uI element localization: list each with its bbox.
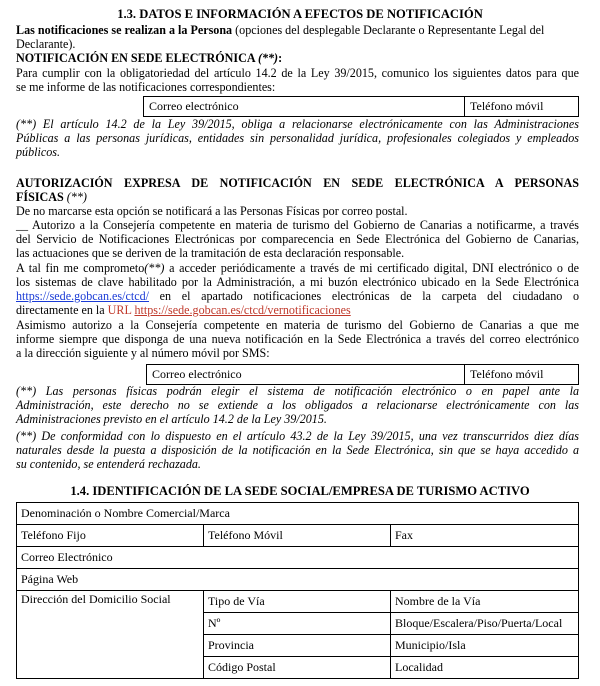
auth-text-5: A tal fin me comprometo(**) a acceder periódicamente a través de mi certificado digital, DNI electrónico o de [16, 261, 579, 275]
note-3-l2: naturales desde la puesta a disposición de la notificación en la Sede Electrónica, sin que se haya accedido a [16, 443, 579, 457]
codigo-postal-field[interactable]: Código Postal [204, 657, 391, 679]
sede-link[interactable]: https://sede.gobcan.es/ctcd/ [16, 289, 149, 303]
auth-email-field[interactable]: Correo electrónico [147, 365, 465, 385]
sede-email-field[interactable]: Correo electrónico [144, 97, 465, 117]
auth-text-4: las actuaciones que se deriven de la tramitación de esta declaración responsable. [16, 246, 405, 260]
fax-field[interactable]: Fax [391, 525, 579, 547]
note-3-l1: (**) De conformidad con lo dispuesto en el artículo 43.2 de la Ley 39/2015, una vez transcurridos diez días [16, 429, 579, 443]
note-3-l3: su contenido, se entenderá rechazada. [16, 457, 201, 471]
company-table [16, 502, 579, 679]
auth-text-6: los sistemas de clave habilitado por la Administración, a mi buzón electrónico ubicado en la Sede Electrónica [16, 275, 579, 289]
denominacion-field[interactable]: Denominación o Nombre Comercial/Marca [17, 503, 579, 525]
web-field[interactable]: Página Web [17, 569, 579, 591]
note-2-l2: Administración, este derecho no se extiende a los obligados a relacionarse electrónicamente con las [16, 398, 579, 412]
auth-text-11: a la dirección siguiente y al número móvil por SMS: [16, 346, 270, 360]
nombre-via-field[interactable]: Nombre de la Vía [391, 591, 579, 613]
auth-text-3: del Servicio de Notificaciones Electrónicas por comparecencia en Sede Electrónica del Gobierno de Canarias, [16, 232, 579, 246]
note-1-l1: (**) El artículo 14.2 de la Ley 39/2015, obliga a relacionarse electrónicamente con las Administraciones [16, 117, 579, 131]
auth-text-1: De no marcarse esta opción se notificará a las Personas Físicas por correo postal. [16, 204, 408, 218]
auth-heading-cont: FÍSICAS (**) [16, 190, 87, 204]
auth-text-8: directamente en la URL https://sede.gobcan.es/ctcd/vernotificaciones [16, 303, 351, 317]
domicilio-label: Dirección del Domicilio Social [17, 591, 204, 679]
note-1-l2: Públicas a las personas jurídicas, entidades sin personalidad jurídica, profesionales colegiados y empleados [16, 131, 579, 145]
auth-text-10: informe siempre que disponga de una nueva notificación en la Sede Electrónica a través del correo electrónico [16, 332, 579, 346]
numero-field[interactable]: Nº [204, 613, 391, 635]
notification-intro: Las notificaciones se realizan a la Persona (opciones del desplegable Declarante o Representante Legal del [16, 23, 545, 37]
note-2-l3: Administraciones previsto en el artículo 14.2 de la Ley 39/2015. [16, 412, 327, 426]
section-1-3-heading: 1.3. DATOS E INFORMACIÓN A EFECTOS DE NOTIFICACIÓN [117, 7, 483, 21]
note-1-l3: públicos. [16, 145, 61, 159]
bloque-field[interactable]: Bloque/Escalera/Piso/Puerta/Local [391, 613, 579, 635]
provincia-field[interactable]: Provincia [204, 635, 391, 657]
auth-heading: AUTORIZACIÓN EXPRESA DE NOTIFICACIÓN EN SEDE ELECTRÓNICA A PERSONAS [16, 176, 579, 190]
notifications-link[interactable]: https://sede.gobcan.es/ctcd/vernotificaciones [134, 303, 351, 317]
localidad-field[interactable]: Localidad [391, 657, 579, 679]
sede-heading: NOTIFICACIÓN EN SEDE ELECTRÓNICA (**): [16, 51, 283, 65]
correo-field[interactable]: Correo Electrónico [17, 547, 579, 569]
note-2-l1: (**) Las personas físicas podrán elegir el sistema de notificación electrónico o en papel ante la [16, 384, 579, 398]
notification-intro-cont: Declarante). [16, 37, 76, 51]
auth-contact-table [146, 364, 579, 385]
telefono-movil-field[interactable]: Teléfono Móvil [204, 525, 391, 547]
auth-phone-field[interactable]: Teléfono móvil [465, 365, 579, 385]
telefono-fijo-field[interactable]: Teléfono Fijo [17, 525, 204, 547]
sede-text-l2: se me informe de las notificaciones correspondientes: [16, 80, 276, 94]
auth-text-9: Asimismo autorizo a la Consejería competente en materia de turismo del Gobierno de Canarias a que me [16, 318, 579, 332]
sede-text-l1: Para cumplir con la obligatoriedad del artículo 14.2 de la Ley 39/2015, comunico los siguientes datos para que [16, 66, 579, 80]
section-1-4-heading: 1.4. IDENTIFICACIÓN DE LA SEDE SOCIAL/EMPRESA DE TURISMO ACTIVO [70, 484, 530, 498]
tipo-via-field[interactable]: Tipo de Vía [204, 591, 391, 613]
sede-phone-field[interactable]: Teléfono móvil [465, 97, 579, 117]
sede-contact-table [143, 96, 579, 117]
auth-text-7: https://sede.gobcan.es/ctcd/ en el apartado notificaciones electrónicas de la carpeta del ciudadano o [16, 289, 579, 303]
auth-checkbox-line[interactable]: __ Autorizo a la Consejería competente en materia de turismo del Gobierno de Canarias a notificarme, a través [16, 218, 579, 232]
municipio-field[interactable]: Municipio/Isla [391, 635, 579, 657]
